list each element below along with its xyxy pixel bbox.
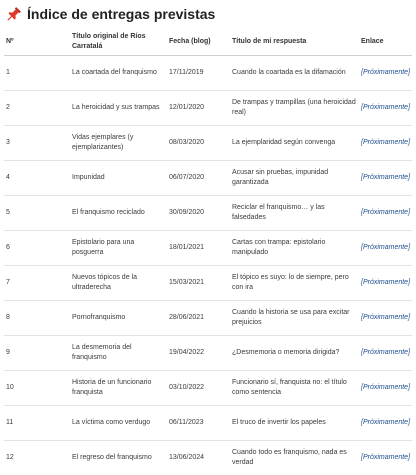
table-row — [4, 161, 412, 196]
cell-link — [359, 371, 412, 406]
cell-date: 03/10/2022 — [167, 371, 230, 406]
link-proximamente[interactable]: [Próximamente] — [361, 384, 410, 391]
cell-number: 1 — [4, 56, 70, 91]
link-proximamente[interactable]: [Próximamente] — [361, 314, 410, 321]
cell-number: 8 — [4, 301, 70, 336]
cell-number: 3 — [4, 126, 70, 161]
cell-link — [359, 161, 412, 196]
table-row — [4, 371, 412, 406]
cell-date: 30/09/2020 — [167, 196, 230, 231]
cell-response-title: Cartas con trampa: epistolario manipulado — [230, 231, 359, 266]
table-header-row — [4, 28, 412, 56]
cell-original-title: Vidas ejemplares (y ejemplarizantes) — [70, 126, 167, 161]
cell-date: 06/07/2020 — [167, 161, 230, 196]
cell-link — [359, 266, 412, 301]
link-proximamente[interactable]: [Próximamente] — [361, 419, 410, 426]
table-row — [4, 196, 412, 231]
cell-response-title: La ejemplaridad según convenga — [230, 126, 359, 161]
cell-date: 13/06/2024 — [167, 441, 230, 475]
table-row — [4, 91, 412, 126]
header-number: Nº — [4, 28, 70, 56]
link-proximamente[interactable]: [Próximamente] — [361, 139, 410, 146]
cell-number: 10 — [4, 371, 70, 406]
section-title: Índice de entregas previstas — [27, 6, 215, 22]
link-proximamente[interactable]: [Próximamente] — [361, 349, 410, 356]
table-row — [4, 406, 412, 441]
cell-link — [359, 336, 412, 371]
cell-response-title: Reciclar el franquismo… y las falsedades — [230, 196, 359, 231]
cell-number: 12 — [4, 441, 70, 475]
cell-link — [359, 56, 412, 91]
cell-date: 08/03/2020 — [167, 126, 230, 161]
cell-number: 5 — [4, 196, 70, 231]
cell-date: 17/11/2019 — [167, 56, 230, 91]
link-proximamente[interactable]: [Próximamente] — [361, 244, 410, 251]
cell-link — [359, 406, 412, 441]
cell-date: 19/04/2022 — [167, 336, 230, 371]
cell-response-title: Funcionario sí, franquista no: el título como sentencia — [230, 371, 359, 406]
cell-response-title: El truco de invertir los papeles — [230, 406, 359, 441]
section-heading — [4, 0, 412, 28]
cell-number: 2 — [4, 91, 70, 126]
link-proximamente[interactable]: [Próximamente] — [361, 69, 410, 76]
table-row — [4, 441, 412, 475]
cell-original-title: Pornofranquismo — [70, 301, 167, 336]
header-link: Enlace — [359, 28, 412, 56]
table-row — [4, 126, 412, 161]
link-proximamente[interactable]: [Próximamente] — [361, 174, 410, 181]
cell-date: 12/01/2020 — [167, 91, 230, 126]
table-body — [4, 56, 412, 475]
cell-link — [359, 441, 412, 475]
cell-response-title: Cuando todo es franquismo, nada es verdad — [230, 441, 359, 475]
cell-number: 4 — [4, 161, 70, 196]
cell-response-title: Acusar sin pruebas, impunidad garantizada — [230, 161, 359, 196]
link-proximamente[interactable]: [Próximamente] — [361, 454, 410, 461]
link-proximamente[interactable]: [Próximamente] — [361, 104, 410, 111]
cell-response-title: Cuando la historia se usa para excitar prejuicios — [230, 301, 359, 336]
cell-number: 6 — [4, 231, 70, 266]
cell-original-title: La víctima como verdugo — [70, 406, 167, 441]
deliveries-table — [4, 28, 412, 475]
cell-link — [359, 126, 412, 161]
cell-original-title: La heroicidad y sus trampas — [70, 91, 167, 126]
table-row — [4, 266, 412, 301]
cell-original-title: El regreso del franquismo — [70, 441, 167, 475]
table-row — [4, 336, 412, 371]
table-row — [4, 301, 412, 336]
cell-response-title: ¿Desmemoria o memoria dirigida? — [230, 336, 359, 371]
header-response-title: Título de mi respuesta — [230, 28, 359, 56]
cell-original-title: Impunidad — [70, 161, 167, 196]
cell-response-title: De trampas y trampillas (una heroicidad real) — [230, 91, 359, 126]
cell-number: 7 — [4, 266, 70, 301]
link-proximamente[interactable]: [Próximamente] — [361, 279, 410, 286]
cell-response-title: El tópico es suyo: lo de siempre, pero con ira — [230, 266, 359, 301]
cell-date: 15/03/2021 — [167, 266, 230, 301]
cell-link — [359, 301, 412, 336]
cell-number: 9 — [4, 336, 70, 371]
table-row — [4, 231, 412, 266]
cell-original-title: El franquismo reciclado — [70, 196, 167, 231]
cell-original-title: La coartada del franquismo — [70, 56, 167, 91]
link-proximamente[interactable]: [Próximamente] — [361, 209, 410, 216]
header-date: Fecha (blog) — [167, 28, 230, 56]
cell-original-title: Nuevos tópicos de la ultraderecha — [70, 266, 167, 301]
pushpin-icon — [6, 6, 22, 22]
cell-original-title: Epistolario para una posguerra — [70, 231, 167, 266]
cell-link — [359, 91, 412, 126]
cell-link — [359, 231, 412, 266]
cell-date: 18/01/2021 — [167, 231, 230, 266]
cell-original-title: Historia de un funcionario franquista — [70, 371, 167, 406]
header-original-title: Título original de Ríos Carratalá — [70, 28, 167, 56]
cell-date: 28/06/2021 — [167, 301, 230, 336]
cell-number: 11 — [4, 406, 70, 441]
cell-date: 06/11/2023 — [167, 406, 230, 441]
cell-original-title: La desmemoria del franquismo — [70, 336, 167, 371]
cell-response-title: Cuando la coartada es la difamación — [230, 56, 359, 91]
cell-link — [359, 196, 412, 231]
table-row — [4, 56, 412, 91]
